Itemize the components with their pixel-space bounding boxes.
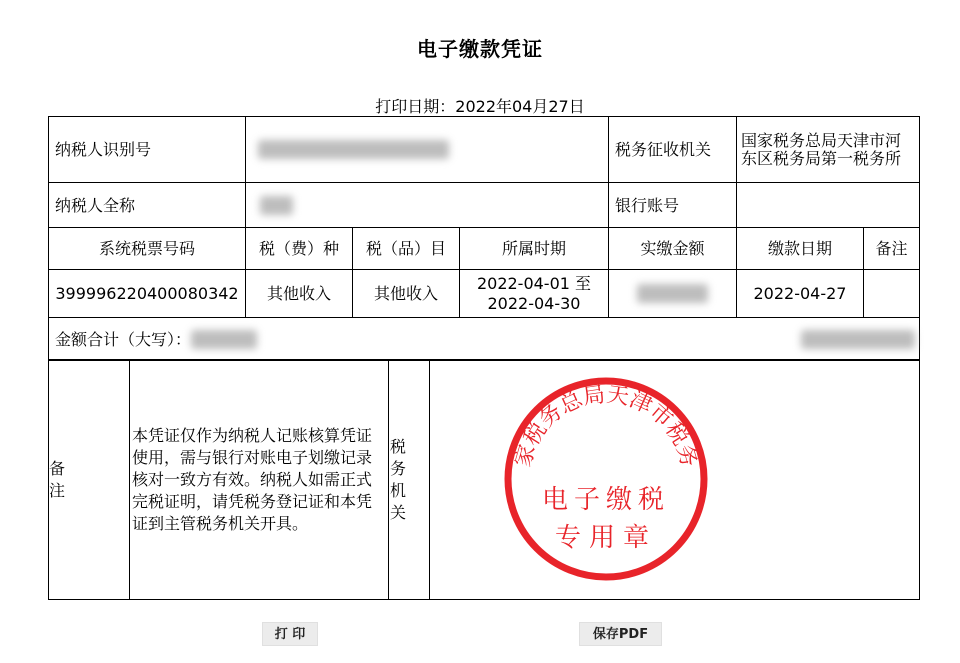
print-button[interactable]: 打 印 [262, 622, 318, 646]
bank-account-value [737, 183, 920, 228]
header-tax-type: 税（费）种 [246, 228, 353, 270]
taxpayer-id-redacted [258, 140, 449, 159]
bank-account-label: 银行账号 [609, 183, 737, 228]
table-row [49, 183, 920, 228]
seal-line1: 电子缴税 [541, 485, 671, 515]
table-row [49, 117, 920, 183]
official-seal [430, 360, 919, 593]
amount-redacted [637, 284, 708, 303]
pay-date-cell: 2022-04-27 [737, 270, 864, 318]
table-row [49, 270, 920, 318]
header-pay-date: 缴款日期 [737, 228, 864, 270]
header-amount: 实缴金额 [609, 228, 737, 270]
save-pdf-button[interactable]: 保存PDF [579, 622, 662, 646]
tax-item-cell: 其他收入 [353, 270, 460, 318]
notes-text: 本凭证仅作为纳税人记账核算凭证使用，需与银行对账电子划缴记录核对一致方有效。纳税人如需正式完税证明，请凭税务登记证和本凭证到主管税务机关开具。 [130, 360, 389, 600]
total-row [49, 318, 920, 361]
total-amount-num-redacted [801, 330, 915, 349]
tax-authority-label: 税务征收机关 [609, 117, 737, 183]
authority-label: 税务机关 [390, 436, 407, 522]
header-period: 所属时期 [460, 228, 609, 270]
print-date-label: 打印日期： [375, 97, 456, 116]
taxpayer-id-value [246, 117, 609, 183]
seal-cell [430, 360, 920, 600]
notes-label-cell [49, 360, 130, 600]
seal-stamp [430, 360, 704, 577]
taxpayer-id-label: 纳税人识别号 [49, 117, 246, 183]
total-amount-cn-redacted [191, 330, 257, 349]
tax-type-cell: 其他收入 [246, 270, 353, 318]
period-cell: 2022-04-01 至 2022-04-30 [460, 270, 609, 318]
header-tax-item: 税（品）目 [353, 228, 460, 270]
seal-line2: 专用章 [554, 523, 658, 553]
header-ticket-no: 系统税票号码 [49, 228, 246, 270]
print-date [0, 94, 960, 117]
seal-ring-text: 家税务总局天津市税务 [510, 382, 702, 470]
print-date-value: 2022年04月27日 [455, 97, 585, 116]
notes-table [48, 359, 920, 600]
amount-cell [609, 270, 737, 318]
document-title: 电子缴款凭证 [417, 37, 543, 61]
table-header-row [49, 228, 920, 270]
taxpayer-name-value [246, 183, 609, 228]
total-label: 金额合计（大写）： [55, 329, 192, 349]
taxpayer-name-redacted [260, 196, 293, 215]
table-row [49, 360, 920, 600]
header-remark: 备注 [864, 228, 920, 270]
payment-voucher-table [48, 116, 920, 361]
ticket-no-cell: 399996220400080342 [49, 270, 246, 318]
notes-label: 备注 [49, 458, 66, 500]
authority-label-cell [389, 360, 430, 600]
taxpayer-name-label: 纳税人全称 [49, 183, 246, 228]
remark-cell [864, 270, 920, 318]
tax-authority-value: 国家税务总局天津市河东区税务局第一税务所 [737, 117, 920, 183]
total-cell [49, 318, 920, 361]
